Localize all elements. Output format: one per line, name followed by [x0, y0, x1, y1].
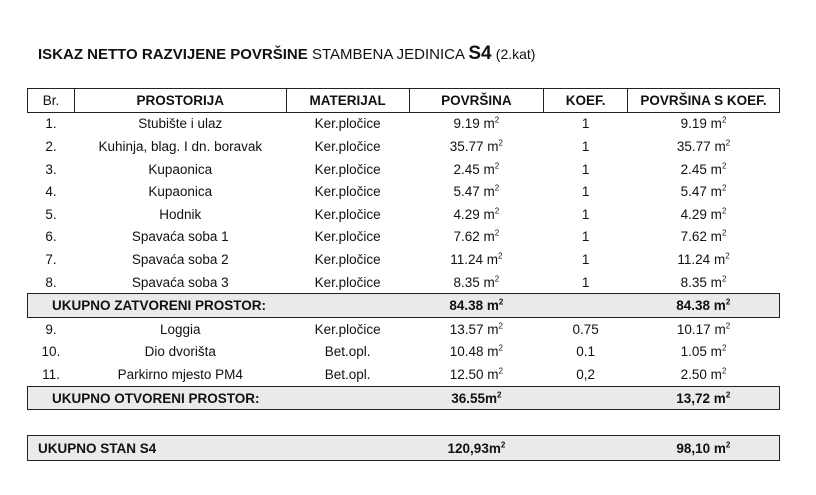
row-material: Ker.pločice [314, 161, 381, 177]
row-area-coef: 2.50 $m^2$ [680, 366, 727, 382]
total-table [27, 435, 780, 461]
row-material: Ker.pločice [314, 274, 381, 290]
header-br: Br. [28, 89, 75, 113]
closed-rows [28, 112, 780, 294]
row-number: 10. [41, 344, 61, 360]
row-coef: 0.75 [572, 321, 599, 337]
table-row [28, 180, 780, 203]
table-row [28, 271, 780, 294]
row-coef: 1 [581, 229, 590, 245]
row-room: Kuhinja, blag. I dn. boravak [98, 138, 263, 154]
row-material: Ker.pločice [314, 229, 381, 245]
table-row [28, 203, 780, 226]
row-number: 6. [45, 229, 57, 245]
header-koef: KOEF. [544, 89, 628, 113]
row-room: Loggia [160, 321, 201, 337]
open-sum-area: $36.55m^2$ [409, 386, 544, 410]
row-number: 8. [45, 274, 57, 290]
table-header-row [28, 89, 780, 113]
row-area: 5.47 $m^2$ [453, 183, 500, 200]
row-material: Ker.pločice [314, 116, 381, 132]
row-room: Kupaonica [148, 161, 213, 177]
row-area-coef: 7.62 $m^2$ [680, 228, 727, 245]
table-row [28, 341, 780, 364]
open-sum-area-coef: 13,72 $m^2$ [628, 386, 780, 410]
row-number: 1. [45, 116, 57, 132]
row-room: Spavaća soba 2 [131, 251, 229, 267]
row-area-coef: 1.05 $m^2$ [680, 343, 727, 360]
title-unit-id: S4 [468, 43, 492, 64]
row-number: 9. [45, 321, 57, 337]
table-row [28, 135, 780, 158]
row-room: Stubište i ulaz [138, 116, 223, 132]
row-area-coef: 35.77 $m^2$ [676, 138, 731, 154]
row-material: Ker.pločice [314, 138, 381, 154]
total-area-coef: 98,10 $m^2$ [628, 436, 780, 461]
row-area: 35.77 $m^2$ [449, 138, 503, 154]
table-row [28, 158, 780, 181]
row-area-coef: 9.19 $m^2$ [680, 115, 727, 132]
row-coef: 1 [581, 161, 590, 177]
open-rows [28, 317, 780, 386]
table-row [28, 363, 780, 386]
title-floor: (2.kat) [495, 46, 536, 62]
row-number: 5. [45, 206, 57, 222]
row-coef: 1 [581, 206, 590, 222]
header-materijal: MATERIJAL [286, 89, 409, 113]
row-number: 2. [45, 138, 57, 154]
row-room: Kupaonica [148, 184, 213, 200]
row-area: 7.62 $m^2$ [453, 228, 500, 245]
row-area: 10.48 $m^2$ [449, 343, 503, 360]
area-table [27, 88, 780, 410]
table-row [28, 317, 780, 340]
row-material: Bet.opl. [324, 344, 371, 360]
total-area: $120,93m^2$ [409, 436, 544, 461]
row-area-coef: 5.47 $m^2$ [680, 183, 727, 200]
row-material: Ker.pločice [314, 251, 381, 267]
row-number: 11. [42, 366, 60, 382]
row-coef: 1 [581, 184, 590, 200]
total-row [28, 436, 780, 461]
row-coef: 0.1 [576, 344, 596, 360]
row-area: 2.45 $m^2$ [453, 161, 500, 177]
row-area-coef: 4.29 $m^2$ [680, 206, 727, 222]
closed-sum-coef [544, 294, 628, 318]
document-title [38, 43, 535, 65]
row-coef: 1 [581, 138, 590, 154]
row-area: 8.35 $m^2$ [453, 274, 500, 290]
total-coef [544, 436, 628, 461]
row-room: Dio dvorišta [144, 344, 216, 360]
row-material: Ker.pločice [314, 321, 381, 337]
row-area: 9.19 $m^2$ [453, 115, 500, 132]
table-row [28, 226, 780, 249]
row-material: Ker.pločice [314, 206, 381, 222]
table-row [28, 112, 780, 135]
row-area: 11.24 $m^2$ [450, 251, 503, 267]
row-room: Hodnik [159, 206, 202, 222]
row-coef: 1 [581, 274, 590, 290]
title-unit-label: STAMBENA JEDINICA [311, 46, 465, 63]
row-room: Parkirno mjesto PM4 [117, 366, 243, 382]
row-number: 4. [45, 184, 57, 200]
row-coef: 1 [581, 116, 590, 132]
row-area: 12.50 $m^2$ [449, 366, 503, 382]
row-area: 4.29 $m^2$ [453, 206, 500, 222]
title-main: ISKAZ NETTO RAZVIJENE POVRŠINE [38, 46, 308, 63]
row-area-coef: 11.24 $m^2$ [677, 251, 730, 267]
closed-sum-row [28, 294, 780, 318]
closed-sum-area: 84.38 $m^2$ [409, 294, 544, 318]
open-sum-label: UKUPNO OTVORENI PROSTOR: [28, 386, 410, 410]
closed-sum-label: UKUPNO ZATVORENI PROSTOR: [28, 294, 410, 318]
open-sum-row [28, 386, 780, 410]
row-area: 13.57 $m^2$ [449, 321, 503, 337]
row-room: Spavaća soba 1 [131, 229, 229, 245]
row-coef: 1 [581, 251, 590, 267]
closed-sum-area-coef: 84.38 $m^2$ [628, 294, 780, 318]
row-area-coef: 8.35 $m^2$ [680, 274, 727, 290]
row-material: Ker.pločice [314, 184, 381, 200]
row-room: Spavaća soba 3 [131, 274, 229, 290]
row-area-coef: 10.17 $m^2$ [676, 321, 731, 337]
header-povrsina: POVRŠINA [409, 89, 544, 113]
header-prostorija: PROSTORIJA [74, 89, 286, 113]
row-material: Bet.opl. [324, 366, 371, 382]
open-sum-coef [544, 386, 628, 410]
row-number: 7. [45, 251, 57, 267]
row-area-coef: 2.45 $m^2$ [680, 161, 727, 177]
header-povrsina-koef: POVRŠINA S KOEF. [628, 89, 780, 113]
row-number: 3. [45, 161, 57, 177]
table-row [28, 248, 780, 271]
row-coef: 0,2 [576, 366, 596, 382]
total-label: UKUPNO STAN S4 [28, 436, 409, 461]
